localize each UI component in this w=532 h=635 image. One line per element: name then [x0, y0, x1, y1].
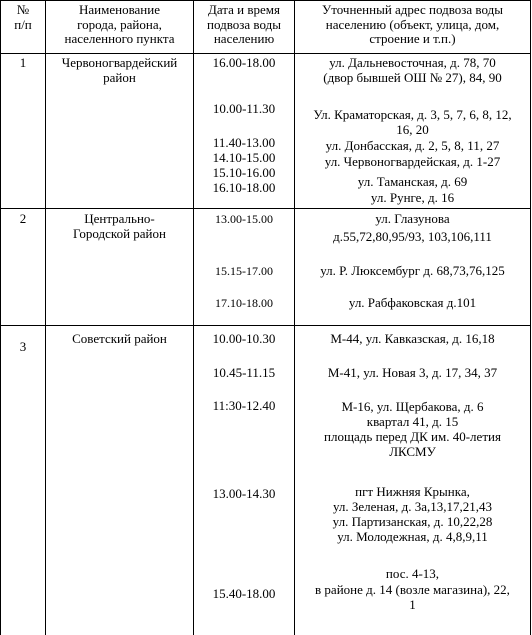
delivery-time: 11.40-13.00	[212, 135, 276, 150]
delivery-time: 10.00-11.30	[212, 101, 276, 116]
table-border-top	[0, 0, 531, 1]
delivery-time: 15.15-17.00	[215, 264, 273, 278]
delivery-time: 10.00-10.30	[212, 331, 276, 346]
delivery-time: 15.40-18.00	[212, 586, 276, 601]
district-name: Советский район	[72, 331, 167, 346]
delivery-address: ул. Червоногвардейская, д. 1-27	[324, 154, 501, 169]
delivery-time: 16.00-18.00	[212, 55, 276, 70]
delivery-time: 17.10-18.00	[215, 296, 273, 310]
delivery-address: М-41, ул. Новая 3, д. 17, 34, 37	[327, 365, 498, 380]
delivery-address: ул. Рабфаковская д.101	[348, 295, 477, 310]
delivery-address: ул. Глазунова д.55,72,80,95/93, 103,106,111	[333, 211, 492, 244]
delivery-address: ул. Р. Люксембург д. 68,73,76,125	[320, 263, 505, 278]
row-divider-1	[0, 208, 531, 209]
row-number: 3	[19, 339, 27, 354]
district-name: Червоногвардейский район	[61, 55, 178, 85]
delivery-time: 10.45-11.15	[212, 365, 276, 380]
delivery-address: ул. Дальневосточная, д. 78, 70 (двор бывшей ОШ № 27), 84, 90	[323, 55, 502, 85]
row-divider-header	[0, 53, 531, 54]
delivery-address: ул. Рунге, д. 16	[370, 190, 455, 205]
delivery-address: пгт Нижняя Крынка, ул. Зеленая, д. 3а,13,17,21,43 ул. Партизанская, д. 10,22,28 ул. Молодежная, д. 4,8,9,11	[332, 484, 493, 544]
delivery-address: Ул. Краматорская, д. 3, 5, 7, 6, 8, 12, 16, 20	[313, 107, 512, 137]
delivery-time: 15.10-16.00	[212, 165, 276, 180]
delivery-address: М-44, ул. Кавказская, д. 16,18	[330, 331, 495, 346]
column-divider-2	[193, 0, 194, 635]
column-divider-1	[45, 0, 46, 635]
delivery-address: пос. 4-13, в районе д. 14 (возле магазина), 22, 1	[315, 566, 510, 612]
row-number: 2	[19, 211, 27, 226]
delivery-time: 16.10-18.00	[212, 180, 276, 195]
table-border-right	[530, 0, 531, 635]
table-border-left	[0, 0, 1, 635]
header-address: Уточненный адрес подвоза воды населению (объект, улица, дом, строение и т.п.)	[322, 2, 503, 46]
delivery-address: ул. Донбасская, д. 2, 5, 8, 11, 27	[325, 138, 500, 153]
delivery-address: ул. Таманская, д. 69	[357, 174, 468, 189]
delivery-time: 11:30-12.40	[212, 398, 276, 413]
header-date-time: Дата и время подвоза воды населению	[207, 2, 281, 46]
delivery-time: 13.00-15.00	[215, 212, 273, 226]
delivery-time: 13.00-14.30	[212, 486, 276, 501]
row-number: 1	[19, 55, 27, 70]
row-divider-2	[0, 325, 531, 326]
delivery-time: 14.10-15.00	[212, 150, 276, 165]
district-name: Центрально- Городской район	[73, 211, 166, 241]
delivery-address: М-16, ул. Щербакова, д. 6 квартал 41, д. 15 площадь перед ДК им. 40-летия ЛКСМУ	[324, 399, 501, 459]
header-district-name: Наименование города, района, населенного пункта	[64, 2, 175, 46]
header-num: № п/п	[14, 2, 32, 32]
